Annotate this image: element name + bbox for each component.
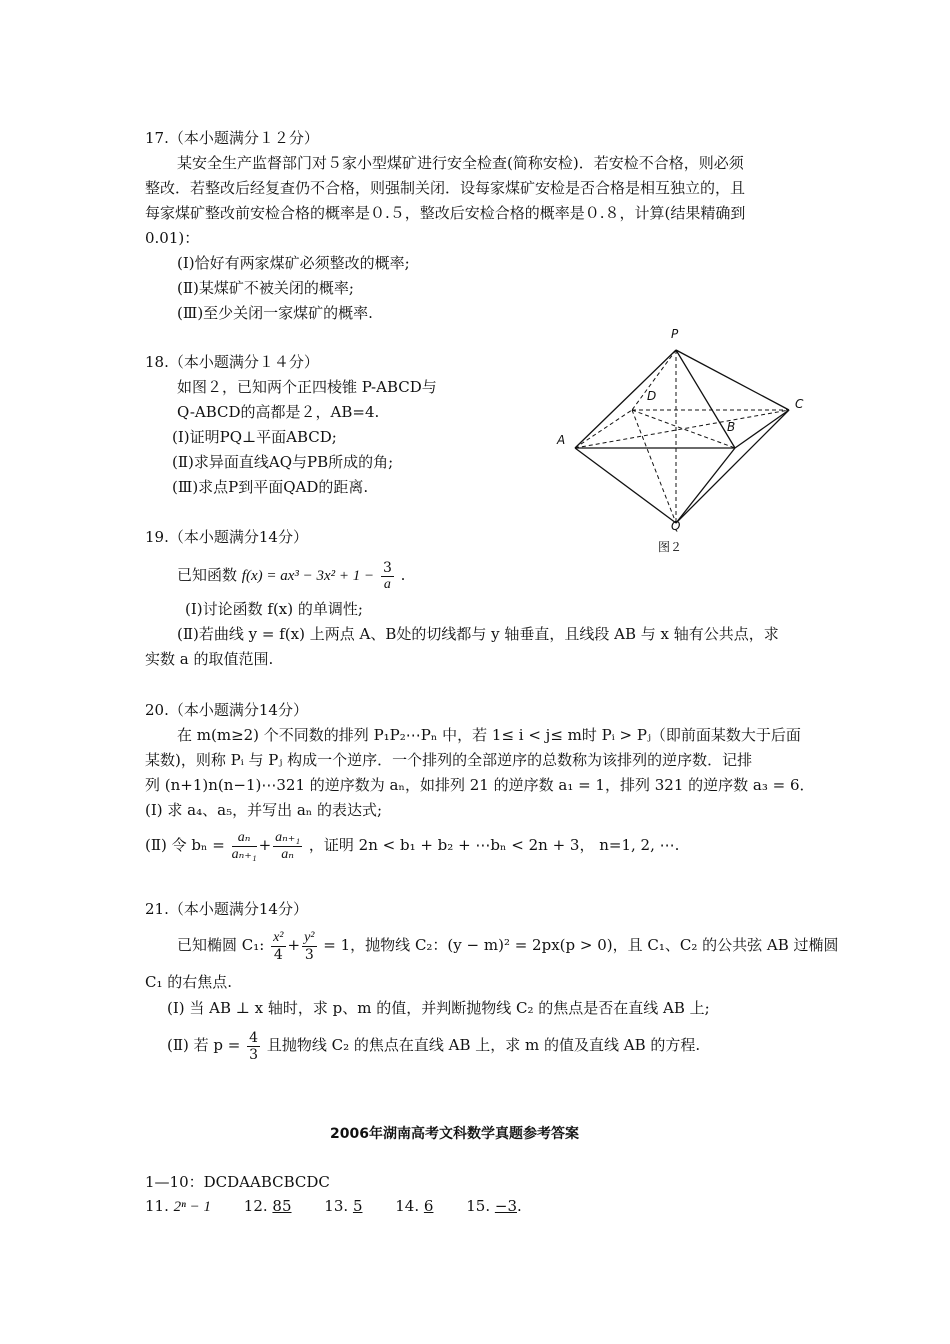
q17-line-3: 每家煤矿整改前安检合格的概率是０.５，整改后安检合格的概率是０.８，计算(结果精确到 bbox=[145, 204, 746, 222]
q19-frac-den: a bbox=[383, 576, 391, 592]
q18-line-2: Q-ABCD的高都是２，AB=4. bbox=[177, 403, 380, 421]
answers-end: . bbox=[517, 1197, 522, 1215]
q21-frac-x bbox=[271, 930, 285, 963]
q18-header: 18.（本小题满分１４分） bbox=[145, 353, 319, 371]
q19-formula: f(x) = ax³ − 3x² + 1 − bbox=[241, 568, 375, 584]
q18-part-3: (Ⅲ)求点P到平面QAD的距离. bbox=[172, 478, 369, 496]
q21-header: 21.（本小题满分14分） bbox=[145, 900, 308, 918]
a14-value: 6 bbox=[423, 1197, 434, 1215]
label-Q: Q bbox=[671, 519, 681, 533]
q19-line-1 bbox=[177, 558, 405, 593]
q21-part2-pre: (Ⅱ) 若 p = bbox=[167, 1036, 241, 1054]
q20-f1-den: aₙ₊₁ bbox=[231, 846, 257, 862]
figure-caption: 图２ bbox=[658, 540, 683, 554]
diagonal-BD bbox=[632, 410, 735, 448]
q20-fraction-1 bbox=[232, 830, 257, 863]
q19-end: . bbox=[400, 566, 406, 584]
q20-f1-num: aₙ bbox=[232, 830, 257, 847]
pyramid-figure bbox=[540, 318, 830, 563]
edge-QB bbox=[676, 448, 735, 523]
label-B: B bbox=[727, 420, 736, 434]
q21-frac-p bbox=[247, 1030, 260, 1063]
q21-x-num: x² bbox=[273, 929, 284, 945]
q19-frac-num: 3 bbox=[382, 559, 392, 576]
q21-frac-y bbox=[302, 930, 316, 963]
a12-label: 12. bbox=[243, 1197, 268, 1215]
a15-label: 15. bbox=[466, 1197, 491, 1215]
q17-part-2: (Ⅱ)某煤矿不被关闭的概率; bbox=[177, 279, 354, 297]
edge-BC bbox=[735, 410, 789, 448]
label-P: P bbox=[671, 327, 679, 341]
q21-line-2: C₁ 的右焦点. bbox=[145, 973, 233, 991]
q20-part-2: (Ⅱ) 令 bₙ = $\frac{\text{aₙ}}{\text{aₙ₊₁}}$ + $\frac{\text{aₙ₊₁}}{\text{aₙ}}$ ，证明 2n < b₁ + b₂ + ⋯bₙ < 2n + 3， n=1, 2, ⋯. bbox=[145, 829, 680, 862]
q20-part2-pre: (Ⅱ) 令 bₙ = bbox=[145, 836, 225, 854]
label-A: A bbox=[557, 433, 566, 447]
q19-fraction bbox=[381, 560, 394, 593]
answers-title: 2006年湖南高考文科数学真题参考答案 bbox=[330, 1126, 579, 1142]
q21-part-1: (Ⅰ) 当 AB ⊥ x 轴时，求 p、m 的值，并判断抛物线 C₂ 的焦点是否在直线 AB 上; bbox=[167, 999, 710, 1017]
q19-header: 19.（本小题满分14分） bbox=[145, 528, 308, 546]
q21-x-den: 4 bbox=[273, 946, 283, 963]
q17-line-2: 整改．若整改后经复查仍不合格，则强制关闭．设每家煤矿安检是否合格是相互独立的，且 bbox=[145, 179, 746, 197]
edge-PC bbox=[676, 350, 789, 410]
q17-part-3: (Ⅲ)至少关闭一家煤矿的概率. bbox=[177, 304, 373, 322]
q21-y-num: y² bbox=[304, 929, 315, 945]
q20-line-1: 在 m(m≥2) 个不同数的排列 P₁P₂⋯Pₙ 中，若 1≤ i < j≤ m时 Pᵢ > Pⱼ（即前面某数大于后面 bbox=[177, 726, 801, 744]
q19-part-2: (Ⅱ)若曲线 y = f(x) 上两点 A、B处的切线都与 y 轴垂直，且线段 AB 与 x 轴有公共点，求 bbox=[177, 625, 779, 643]
q20-f2-num: aₙ₊₁ bbox=[275, 829, 301, 845]
edge-PA bbox=[575, 350, 676, 448]
q21-line1-pre: 已知椭圆 C₁: bbox=[177, 936, 265, 954]
q21-p-num: 4 bbox=[249, 1029, 259, 1046]
q21-p-den: 3 bbox=[249, 1046, 259, 1063]
edge-QA bbox=[575, 448, 676, 523]
q17-header: 17.（本小题满分１２分） bbox=[145, 129, 319, 147]
label-C: C bbox=[795, 397, 804, 411]
a11-label: 11. bbox=[145, 1197, 169, 1215]
q21-line-1: 已知椭圆 C₁: $\frac{\text{x²}}{4}$ + $\frac{\text{y²}}{3}$ = 1，抛物线 C₂：(y − m)² = 2px(p > 0)，且 C₁、C₂ 的公共弦 AB 过椭圆 bbox=[177, 929, 839, 963]
q19-part-2b: 实数 a 的取值范围. bbox=[145, 650, 274, 668]
q20-header: 20.（本小题满分14分） bbox=[145, 701, 308, 719]
q19-text: 已知函数 bbox=[177, 566, 238, 584]
q20-part2-post: ，证明 2n < b₁ + b₂ + ⋯bₙ < 2n + 3， n=1, 2, ⋯. bbox=[308, 836, 680, 854]
q20-line-2: 某数)，则称 Pᵢ 与 Pⱼ 构成一个逆序．一个排列的全部逆序的总数称为该排列的逆序数．记排 bbox=[145, 751, 753, 769]
answers-line-2 bbox=[145, 1196, 522, 1217]
q20-fraction-2 bbox=[273, 830, 302, 863]
answers-line-1: 1—10：DCDAABCBCDC bbox=[145, 1173, 330, 1191]
q18-part-1: (Ⅰ)证明PQ⊥平面ABCD; bbox=[172, 428, 337, 446]
q21-y-den: 3 bbox=[304, 946, 314, 963]
q20-part-1: (Ⅰ) 求 a₄、a₅，并写出 aₙ 的表达式; bbox=[145, 801, 383, 819]
edge-AD bbox=[575, 410, 632, 448]
a13-value: 5 bbox=[352, 1197, 363, 1215]
q18-line-1: 如图２，已知两个正四棱锥 P-ABCD与 bbox=[177, 378, 437, 396]
q17-line-1: 某安全生产监督部门对５家小型煤矿进行安全检查(简称安检)．若安检不合格，则必须 bbox=[177, 154, 744, 172]
a14-label: 14. bbox=[395, 1197, 420, 1215]
a12-value: 85 bbox=[272, 1197, 292, 1215]
a15-value: −3 bbox=[494, 1197, 517, 1215]
a13-label: 13. bbox=[324, 1197, 349, 1215]
q17-part-1: (Ⅰ)恰好有两家煤矿必须整改的概率; bbox=[177, 254, 410, 272]
label-D: D bbox=[647, 389, 657, 403]
q21-line1-post: = 1，抛物线 C₂：(y − m)² = 2px(p > 0)，且 C₁、C₂ 的公共弦 AB 过椭圆 bbox=[323, 936, 839, 954]
q21-part-2 bbox=[167, 1028, 700, 1063]
q19-part-1: (Ⅰ)讨论函数 f(x) 的单调性; bbox=[185, 600, 363, 618]
a11-value: 2ⁿ − 1 bbox=[173, 1199, 211, 1215]
q20-f2-den: aₙ bbox=[281, 846, 294, 862]
q21-part2-post: 且抛物线 C₂ 的焦点在直线 AB 上，求 m 的值及直线 AB 的方程. bbox=[266, 1036, 701, 1054]
q20-line-3: 列 (n+1)n(n−1)⋯321 的逆序数为 aₙ，如排列 21 的逆序数 a₁ = 1，排列 321 的逆序数 a₃ = 6． bbox=[145, 776, 815, 794]
q17-line-4: 0.01)： bbox=[145, 229, 200, 247]
q18-part-2: (Ⅱ)求异面直线AQ与PB所成的角; bbox=[172, 453, 394, 471]
